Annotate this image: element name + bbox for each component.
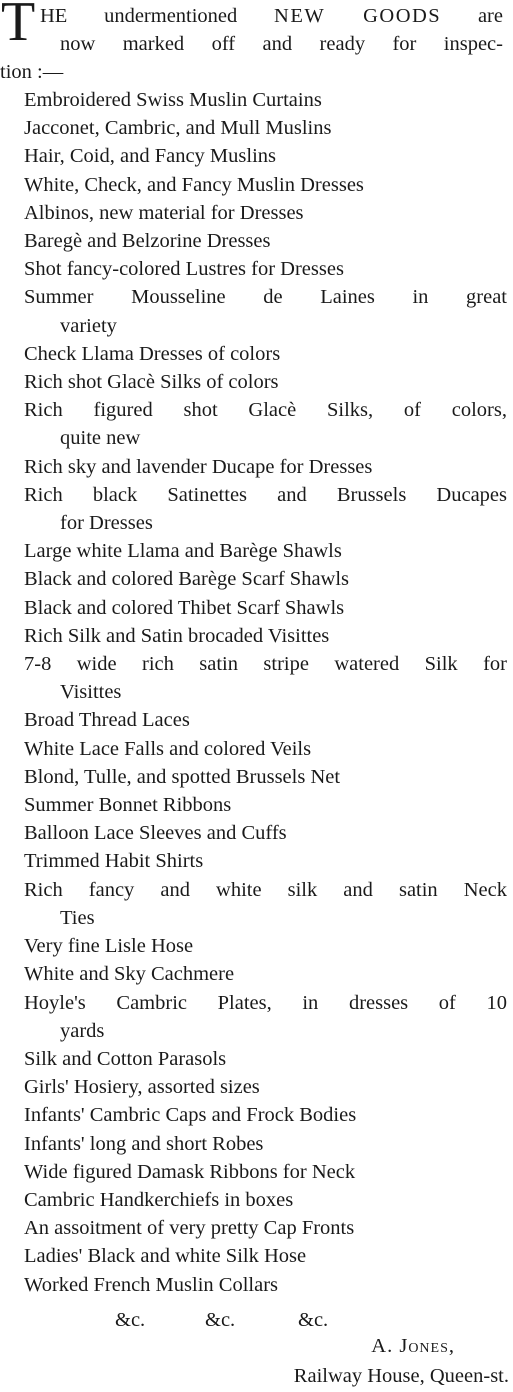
goods-item [0,227,513,255]
goods-item [0,1073,513,1101]
goods-item [0,199,513,227]
goods-item-text: White, Check, and Fancy Muslin Dresses [24,173,364,196]
goods-item-text: Embroidered Swiss Muslin Curtains [24,89,322,111]
intro-line-3: tion :— [0,61,64,83]
goods-item [0,86,513,114]
goods-item-text: Infants' long and short Robes [24,1132,264,1155]
goods-item [0,1271,513,1299]
merchant-address: Railway House, Queen-st. [293,1365,509,1387]
goods-item [0,283,513,339]
drop-cap: T [1,0,36,53]
intro-line-1-post: are [441,5,503,27]
goods-item-text: White Lace Falls and colored Veils [24,737,312,760]
goods-item-continuation: variety [60,314,117,337]
goods-item [0,481,513,537]
goods-item-text: Broad Thread Laces [24,709,190,732]
goods-item-text: Large white Llama and Barège Shawls [24,540,342,563]
goods-item-text: Worked French Muslin Collars [24,1273,278,1296]
etc-2: &c. [205,1309,236,1331]
goods-item-text: An assoitment of very pretty Cap Fronts [24,1217,355,1240]
goods-item [0,932,513,960]
goods-item-continuation: yards [60,1019,105,1042]
goods-list [0,86,513,1299]
goods-item [0,565,513,593]
goods-item [0,114,513,142]
goods-item [0,340,513,368]
goods-item-continuation: Ties [60,906,95,929]
goods-item-text: Rich sky and lavender Ducape for Dresses [24,455,373,478]
goods-item-text: Summer Mousseline de Laines in great [24,286,507,309]
goods-item-text: Blond, Tulle, and spotted Brussels Net [24,765,341,788]
intro-new-goods: NEW GOODS [274,5,442,27]
goods-item [0,876,513,932]
goods-item [0,368,513,396]
goods-item-text: Summer Bonnet Ribbons [24,794,232,817]
goods-item [0,819,513,847]
intro-line-2: now marked off and ready for inspec- [60,33,503,55]
intro-line-1 [0,2,503,30]
goods-item [0,1045,513,1073]
goods-item [0,453,513,481]
goods-item [0,847,513,875]
goods-item [0,594,513,622]
goods-item-text: Very fine Lisle Hose [24,935,194,958]
goods-item-text: Rich fancy and white silk and satin Neck [24,878,507,901]
goods-item [0,1214,513,1242]
signature [371,1332,499,1360]
goods-item [0,791,513,819]
goods-item-text: Hoyle's Cambric Plates, in dresses of 10 [24,991,507,1014]
goods-item [0,735,513,763]
etc-1: &c. [115,1309,146,1331]
goods-item-text: Rich black Satinettes and Brussels Ducapes [24,483,507,506]
goods-item [0,650,513,706]
goods-item [0,1101,513,1129]
goods-item [0,622,513,650]
goods-item-continuation: quite new [60,427,141,450]
goods-item-text: 7-8 wide rich satin stripe watered Silk for [24,653,507,676]
etc-line [0,1306,513,1334]
goods-item-text: Baregè and Belzorine Dresses [24,230,271,253]
goods-item [0,1158,513,1186]
goods-item-text: Jacconet, Cambric, and Mull Muslins [24,117,332,140]
goods-item-text: Shot fancy-colored Lustres for Dresses [24,258,344,281]
goods-item-text: Black and colored Thibet Scarf Shawls [24,596,345,619]
goods-item-text: Ladies' Black and white Silk Hose [24,1245,307,1268]
goods-item-text: Hair, Coid, and Fancy Muslins [24,145,276,168]
merchant-name: A. Jones, [371,1335,455,1357]
goods-item-text: Albinos, new material for Dresses [24,201,304,224]
goods-item-text: Black and colored Barège Scarf Shawls [24,568,350,591]
goods-item [0,1130,513,1158]
goods-item-text: Rich figured shot Glacè Silks, of colors, [24,399,507,422]
goods-item-continuation: for Dresses [60,512,153,535]
goods-item-text: Cambric Handkerchiefs in boxes [24,1188,294,1211]
goods-item-text: Infants' Cambric Caps and Frock Bodies [24,1104,357,1127]
goods-item-text: Silk and Cotton Parasols [24,1047,227,1070]
goods-item [0,396,513,452]
goods-item-text: Rich Silk and Satin brocaded Visittes [24,624,330,647]
goods-item [0,989,513,1045]
goods-item-text: Rich shot Glacè Silks of colors [24,371,279,394]
etc-3: &c. [298,1309,329,1331]
intro-paragraph [0,0,513,86]
intro-line-1-pre: HE undermentioned [40,5,275,27]
goods-item [0,255,513,283]
goods-item [0,537,513,565]
goods-item-text: Girls' Hosiery, assorted sizes [24,1076,260,1099]
goods-item [0,1186,513,1214]
goods-item [0,706,513,734]
goods-item [0,763,513,791]
goods-item [0,960,513,988]
goods-item-text: Check Llama Dresses of colors [24,342,281,365]
goods-item-continuation: Visittes [60,681,122,704]
goods-item-text: Trimmed Habit Shirts [24,850,204,873]
goods-item-text: Balloon Lace Sleeves and Cuffs [24,822,287,845]
goods-item-text: Wide figured Damask Ribbons for Neck [24,1160,356,1183]
goods-item [0,1242,513,1270]
goods-item [0,142,513,170]
goods-item-text: White and Sky Cachmere [24,963,235,986]
goods-item [0,171,513,199]
